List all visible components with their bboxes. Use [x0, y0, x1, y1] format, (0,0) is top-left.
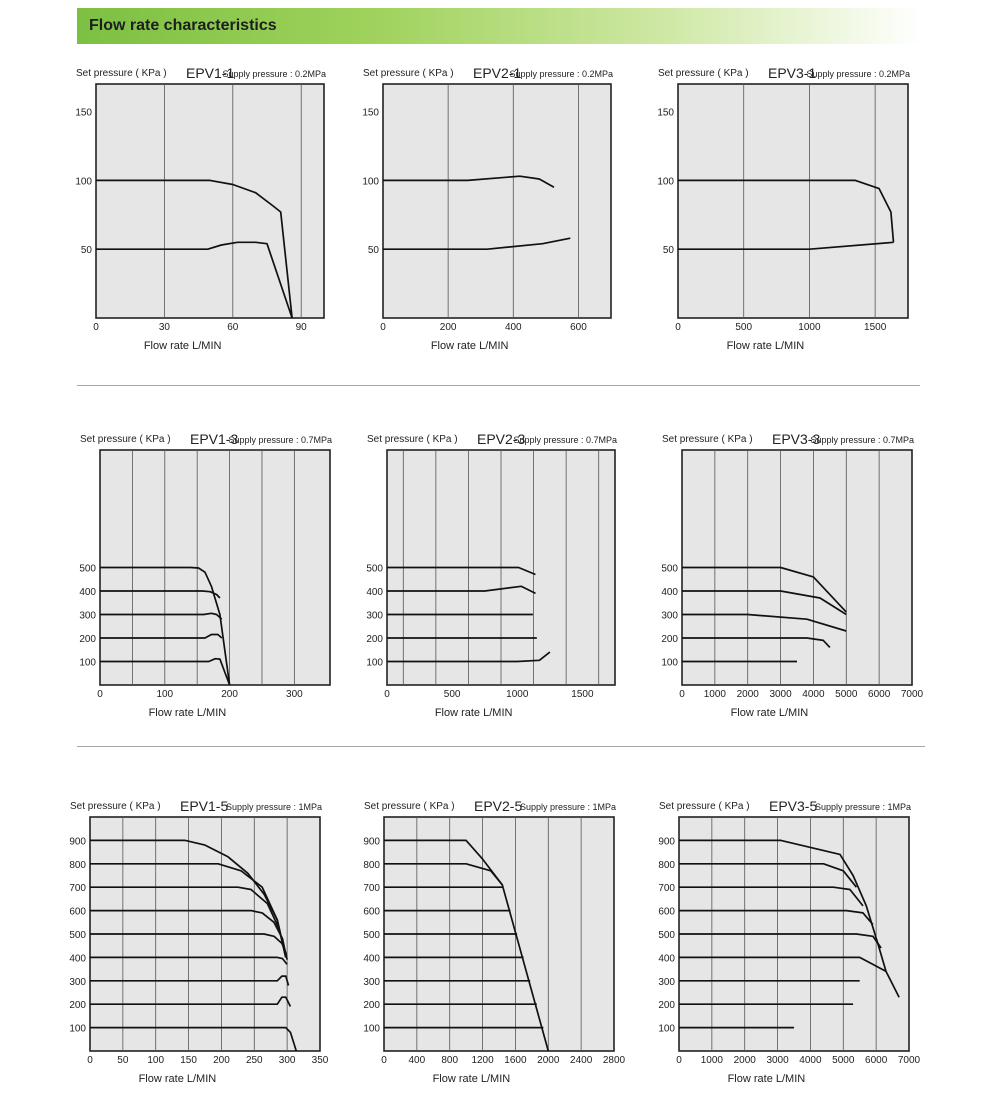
x-tick-label: 500: [443, 689, 461, 700]
y-tick-label: 50: [662, 245, 674, 257]
y-tick-label: 100: [75, 176, 92, 188]
x-tick-label: 1000: [700, 1055, 723, 1066]
supply-pressure-label: Supply pressure : 0.7MPa: [228, 435, 332, 445]
x-tick-label: 2000: [736, 689, 759, 700]
x-tick-label: 300: [286, 689, 303, 700]
x-tick-label: 0: [97, 689, 103, 700]
x-tick-label: 0: [384, 689, 390, 700]
y-tick-label: 500: [366, 563, 383, 575]
x-tick-label: 0: [380, 322, 386, 333]
y-tick-label: 100: [657, 176, 674, 188]
x-tick-label: 400: [408, 1055, 426, 1066]
x-tick-label: 0: [87, 1055, 93, 1066]
y-axis-label: Set pressure ( KPa ): [80, 434, 171, 445]
supply-pressure-label: Supply pressure : 1MPa: [814, 802, 911, 812]
chart-title: EPV2-1: [473, 65, 522, 81]
x-tick-label: 2400: [570, 1055, 593, 1066]
y-tick-label: 400: [79, 587, 96, 598]
x-tick-label: 1600: [504, 1055, 527, 1066]
x-tick-label: 400: [504, 322, 522, 333]
x-tick-label: 1200: [471, 1055, 494, 1066]
y-tick-label: 500: [363, 930, 380, 941]
y-tick-label: 500: [69, 930, 86, 941]
y-tick-label: 200: [363, 1000, 380, 1012]
y-tick-label: 500: [79, 563, 96, 575]
y-tick-label: 300: [363, 976, 380, 988]
x-tick-label: 4000: [802, 689, 825, 700]
supply-pressure-label: Supply pressure : 0.2MPa: [806, 69, 910, 79]
x-tick-label: 200: [213, 1055, 230, 1066]
y-axis-label: Set pressure ( KPa ): [364, 801, 455, 812]
x-tick-label: 350: [311, 1055, 329, 1066]
x-axis-label: Flow rate L/MIN: [148, 707, 227, 719]
x-tick-label: 1500: [571, 689, 594, 700]
x-tick-label: 90: [295, 322, 307, 333]
y-tick-label: 400: [661, 587, 678, 598]
y-axis-label: Set pressure ( KPa ): [76, 68, 167, 79]
y-tick-label: 150: [362, 107, 379, 119]
x-tick-label: 150: [180, 1055, 197, 1066]
y-tick-label: 500: [658, 930, 675, 941]
x-axis-label: Flow rate L/MIN: [138, 1073, 217, 1085]
plot-area: [678, 84, 908, 318]
x-tick-label: 30: [158, 322, 170, 333]
y-axis-label: Set pressure ( KPa ): [662, 434, 753, 445]
supply-pressure-label: Supply pressure : 1MPa: [225, 802, 322, 812]
x-axis-label: Flow rate L/MIN: [726, 340, 805, 352]
y-tick-label: 900: [363, 836, 380, 848]
y-tick-label: 100: [69, 1023, 86, 1035]
y-tick-label: 900: [69, 836, 86, 848]
y-tick-label: 500: [661, 563, 678, 575]
x-axis-label: Flow rate L/MIN: [434, 707, 513, 719]
y-tick-label: 300: [366, 610, 383, 622]
x-tick-label: 250: [245, 1055, 263, 1066]
x-tick-label: 3000: [769, 689, 792, 700]
y-tick-label: 150: [657, 107, 674, 119]
y-tick-label: 600: [69, 906, 86, 918]
x-tick-label: 5000: [835, 689, 858, 700]
x-tick-label: 800: [441, 1055, 459, 1066]
x-tick-label: 0: [679, 689, 685, 700]
section-title: Flow rate characteristics: [89, 17, 277, 34]
supply-pressure-label: Supply pressure : 0.7MPa: [513, 435, 617, 445]
chart-title: EPV3-5: [769, 798, 818, 814]
y-tick-label: 150: [75, 107, 92, 119]
y-tick-label: 200: [366, 634, 383, 645]
y-tick-label: 800: [69, 859, 86, 871]
x-tick-label: 2000: [537, 1055, 560, 1066]
y-tick-label: 800: [658, 859, 675, 871]
x-tick-label: 60: [227, 322, 239, 333]
y-tick-label: 400: [366, 587, 383, 598]
y-tick-label: 600: [658, 906, 675, 918]
y-tick-label: 100: [79, 657, 96, 669]
y-axis-label: Set pressure ( KPa ): [363, 68, 454, 79]
x-tick-label: 7000: [897, 1055, 921, 1066]
chart-title: EPV1-5: [180, 798, 229, 814]
x-tick-label: 500: [735, 322, 753, 333]
x-tick-label: 100: [147, 1055, 165, 1066]
plot-area: [96, 84, 324, 318]
x-tick-label: 1000: [798, 322, 821, 333]
y-tick-label: 200: [658, 1000, 675, 1012]
x-tick-label: 2000: [733, 1055, 756, 1066]
y-tick-label: 400: [658, 953, 675, 965]
chart-title: EPV3-3: [772, 431, 821, 447]
x-tick-label: 0: [675, 322, 681, 333]
y-tick-label: 400: [69, 953, 86, 965]
x-tick-label: 6000: [868, 689, 891, 700]
x-axis-label: Flow rate L/MIN: [430, 340, 509, 352]
chart-title: EPV1-1: [186, 65, 235, 81]
y-tick-label: 300: [79, 610, 96, 622]
y-axis-label: Set pressure ( KPa ): [70, 801, 161, 812]
plot-area: [383, 84, 611, 318]
x-tick-label: 100: [156, 689, 174, 700]
y-tick-label: 100: [362, 176, 379, 188]
y-tick-label: 700: [658, 883, 675, 895]
x-tick-label: 7000: [900, 689, 924, 700]
y-axis-label: Set pressure ( KPa ): [659, 801, 750, 812]
chart-title: EPV1-3: [190, 431, 239, 447]
y-tick-label: 50: [80, 245, 92, 257]
x-tick-label: 50: [117, 1055, 129, 1066]
y-axis-label: Set pressure ( KPa ): [367, 434, 458, 445]
y-tick-label: 100: [363, 1023, 380, 1035]
y-tick-label: 600: [363, 906, 380, 918]
y-tick-label: 300: [69, 976, 86, 988]
x-tick-label: 300: [278, 1055, 296, 1066]
x-tick-label: 6000: [865, 1055, 888, 1066]
supply-pressure-label: Supply pressure : 1MPa: [519, 802, 616, 812]
y-tick-label: 800: [363, 859, 380, 871]
chart-title: EPV2-3: [477, 431, 526, 447]
x-axis-label: Flow rate L/MIN: [143, 340, 222, 352]
x-tick-label: 2800: [602, 1055, 626, 1066]
x-tick-label: 0: [381, 1055, 387, 1066]
y-tick-label: 200: [69, 1000, 86, 1012]
y-axis-label: Set pressure ( KPa ): [658, 68, 749, 79]
chart-title: EPV2-5: [474, 798, 523, 814]
y-tick-label: 400: [363, 953, 380, 965]
y-tick-label: 300: [661, 610, 678, 622]
supply-pressure-label: Supply pressure : 0.2MPa: [509, 69, 613, 79]
y-tick-label: 200: [661, 634, 678, 645]
y-tick-label: 700: [363, 883, 380, 895]
x-axis-label: Flow rate L/MIN: [727, 1073, 806, 1085]
x-tick-label: 200: [221, 689, 238, 700]
x-axis-label: Flow rate L/MIN: [730, 707, 809, 719]
y-tick-label: 700: [69, 883, 86, 895]
y-tick-label: 50: [367, 245, 379, 257]
y-tick-label: 200: [79, 634, 96, 645]
x-tick-label: 1500: [864, 322, 887, 333]
x-tick-label: 0: [93, 322, 99, 333]
y-tick-label: 100: [661, 657, 678, 669]
y-tick-label: 900: [658, 836, 675, 848]
chart-title: EPV3-1: [768, 65, 817, 81]
x-tick-label: 5000: [832, 1055, 855, 1066]
x-tick-label: 4000: [799, 1055, 822, 1066]
x-tick-label: 1000: [506, 689, 529, 700]
x-axis-label: Flow rate L/MIN: [432, 1073, 511, 1085]
y-tick-label: 100: [658, 1023, 675, 1035]
y-tick-label: 300: [658, 976, 675, 988]
y-tick-label: 100: [366, 657, 383, 669]
x-tick-label: 200: [439, 322, 457, 333]
supply-pressure-label: Supply pressure : 0.7MPa: [810, 435, 914, 445]
x-tick-label: 3000: [766, 1055, 789, 1066]
x-tick-label: 1000: [703, 689, 726, 700]
x-tick-label: 0: [676, 1055, 682, 1066]
supply-pressure-label: Supply pressure : 0.2MPa: [222, 69, 326, 79]
x-tick-label: 600: [570, 322, 587, 333]
